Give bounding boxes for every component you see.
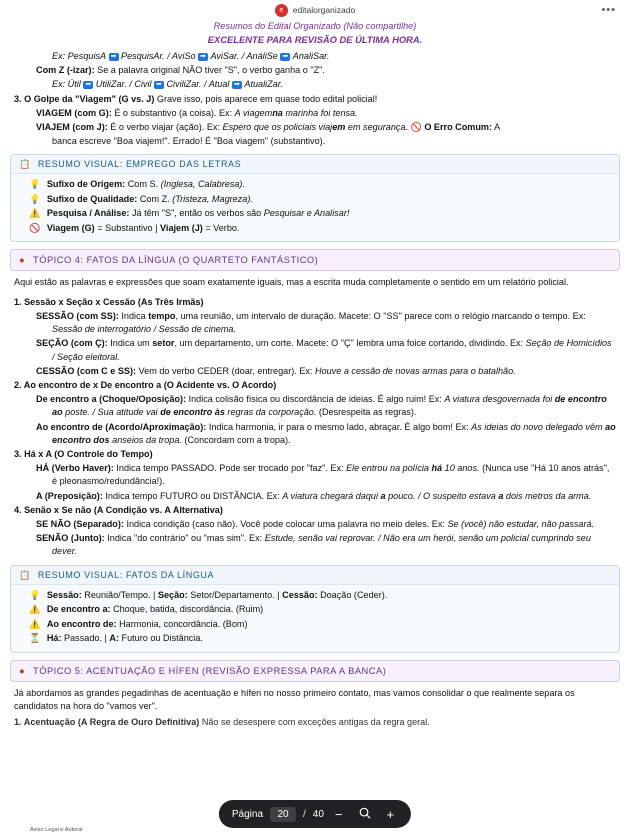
item-text: Indica "do contrário" ou "mas sim". Ex: Estude, senão vai reprovar. / Não era um herói, senão um policial cumprindo seu dever. <box>52 533 591 557</box>
no-entry-icon: 🚫 <box>29 222 41 233</box>
arrow-right-icon: ➡ <box>200 53 206 60</box>
lightbulb-icon: 💡 <box>29 193 41 204</box>
banca-line: banca escreve "Boa viajem!". Errado! É "Boa viagem" (substantivo). <box>52 136 326 147</box>
lightbulb-icon: 💡 <box>29 589 41 600</box>
viajem-j-line <box>14 121 616 134</box>
com-z-text: Se a palavra original NÃO tiver "S", o verbo ganha o "Z". <box>97 65 325 76</box>
resumo-visual-box-1 <box>10 154 620 242</box>
sec3-item-2 <box>14 490 616 503</box>
item-text: Com S. <box>127 179 159 190</box>
page-separator: / <box>303 808 306 820</box>
list-item <box>29 618 611 632</box>
resumo-2-body <box>11 585 619 652</box>
topic-5-body <box>0 714 630 729</box>
viajem-j-text: É o verbo viajar (ação). Ex: Espero que os policiais viajem em segurança. <box>110 122 409 133</box>
com-z-line <box>14 64 616 77</box>
sec5-text: Não se desespere com exceções antigas da regra geral. <box>201 716 430 727</box>
item-italic: Houve a cessão de novas armas para o batalhão. <box>315 365 516 376</box>
item-label: Há: <box>46 633 62 644</box>
page-number-input[interactable]: 20 <box>270 807 296 822</box>
author-name: editalorganizado <box>292 5 356 15</box>
sec2-item-1 <box>14 393 616 419</box>
item-text: Harmonia, concordância. (Bom) <box>119 618 248 629</box>
kebab-menu-icon[interactable]: ••• <box>601 4 616 16</box>
ex-1-d: AnaliSar. <box>292 51 330 61</box>
item-italic: (Tristeza, Magreza). <box>172 193 253 204</box>
item-label-2: Seção: <box>157 589 188 600</box>
ex-2-b: UtiliZar. / Civil <box>95 79 152 90</box>
item-3-heading <box>14 93 616 106</box>
clipboard-icon: 📋 <box>19 569 31 580</box>
topic-4-title: TÓPICO 4: FATOS DA LÍNGUA (O QUARTETO FANTÁSTICO) <box>33 255 319 266</box>
sec1-item-1 <box>14 310 616 336</box>
item-text-2: = Verbo. <box>205 222 240 233</box>
example-line-2 <box>14 78 616 91</box>
item-label: SENÃO (Junto): <box>36 533 105 544</box>
clipboard-icon: 📋 <box>19 159 31 170</box>
header-line-2: EXCELENTE PARA REVISÃO DE ÚLTIMA HORA. <box>207 34 423 45</box>
item-text: Reunião/Tempo. | <box>84 589 156 600</box>
item-label: Pesquisa / Análise: <box>46 208 130 219</box>
erro-comum-text: A <box>494 122 501 133</box>
arrow-right-icon: ➡ <box>282 53 289 60</box>
resumo-1-title <box>11 155 619 174</box>
viagem-g-line <box>14 107 616 120</box>
avatar: e <box>275 4 288 17</box>
list-item <box>29 222 611 236</box>
sec1-item-3 <box>14 365 616 378</box>
item-text-2: Setor/Departamento. | <box>190 589 280 600</box>
topic-4-intro: Aqui estão as palavras e expressões que soam exatamente iguais, mas a escrita muda completamente o sentido em um relatório policial. <box>14 277 569 288</box>
ex-label-2: Ex: <box>52 79 66 90</box>
item-text: Com Z. <box>139 193 170 204</box>
topic-banner-5 <box>10 660 620 682</box>
warning-icon: ⚠️ <box>29 604 41 615</box>
sec4-title-text: 4. Senão x Se não (A Condição vs. A Alternativa) <box>14 504 223 515</box>
item-label: SE NÃO (Separado): <box>36 519 124 530</box>
sec2-title <box>14 379 616 392</box>
item-label: Viagem (G) <box>46 222 95 233</box>
no-entry-icon: 🚫 <box>410 122 422 133</box>
viajem-j-label: VIAJEM (com J): <box>36 122 108 133</box>
example-line-1 <box>14 50 616 63</box>
lightbulb-icon: 💡 <box>29 179 41 190</box>
resumo-2-title <box>11 566 619 585</box>
arrow-right-icon: ➡ <box>156 81 162 89</box>
page-label: Página <box>231 808 264 820</box>
warning-icon: ⚠️ <box>29 208 41 219</box>
arrow-right-icon: ➡ <box>233 81 240 89</box>
pdf-viewer-toolbar[interactable] <box>219 800 411 828</box>
document-body <box>0 46 630 148</box>
zoom-out-button[interactable]: − <box>334 806 343 822</box>
item-text: Passado. | <box>64 633 107 644</box>
item-text: Indica tempo, uma reunião, um intervalo de duração. Macete: O "SS" parece com o relógio marcando o tempo. Ex: Sessão de interrogatório / Sessão de cinema. <box>52 311 586 335</box>
sec1-title <box>14 296 616 309</box>
item-label: HÁ (Verbo Haver): <box>36 463 114 474</box>
item-text: Indica harmonia, ir para o mesmo lado, abraçar. É algo bom! Ex: As ideias do novo delegado vêm ao encontro dos anseios da tropa. (Concordam com a tropa). <box>52 421 616 445</box>
topic-4-body <box>0 290 630 559</box>
ex-2-a: Útil <box>67 79 81 90</box>
item-3-text: Grave isso, pois aparece em quase todo edital policial! <box>156 93 378 104</box>
ex-1-b: PesquisAr. / AviSo <box>121 51 196 61</box>
item-text: Indica tempo PASSADO. Pode ser trocado por "faz". Ex: Ele entrou na polícia há 10 anos. (Nunca use "Há 10 anos atrás", é pleonasmo/redundância!). <box>52 463 610 487</box>
sec2-item-2 <box>14 421 616 447</box>
sec1-item-2 <box>14 337 616 363</box>
list-item <box>29 632 611 646</box>
list-item <box>29 207 611 221</box>
item-label: Sessão: <box>46 589 82 600</box>
ex-2-d: AtualiZar. <box>244 79 283 90</box>
viagem-g-label: VIAGEM (com G): <box>36 107 112 118</box>
ex-label-1: Ex: <box>52 51 66 61</box>
sec2-title-text: 2. Ao encontro de x De encontro a (O Acidente vs. O Acordo) <box>14 380 277 391</box>
item-label: SEÇÃO (com Ç): <box>36 338 108 349</box>
bullet-dot-icon: ● <box>19 665 26 676</box>
item-text-3: Doação (Ceder). <box>320 589 388 600</box>
item-label: Sufixo de Qualidade: <box>46 193 138 204</box>
resumo-1-title-text: RESUMO VISUAL: EMPREGO DAS LETRAS <box>37 159 242 170</box>
item-text: Indica condição (caso não). Você pode colocar uma palavra no meio deles. Ex: Se (você) não estudar, não passará. <box>126 519 595 530</box>
sec3-title <box>14 448 616 461</box>
item-text: Choque, batida, discordância. (Ruim) <box>113 604 264 615</box>
arrow-right-icon: ➡ <box>85 81 92 89</box>
sec4-item-1 <box>14 518 616 531</box>
item-italic: (Inglesa, Calabresa). <box>160 179 245 190</box>
bullet-dot-icon: ● <box>19 255 26 266</box>
item-label: Ao encontro de: <box>46 618 117 629</box>
resumo-2-title-text: RESUMO VISUAL: FATOS DA LÍNGUA <box>37 569 215 580</box>
ex-1-c: AviSar. / AnáliSe <box>210 51 278 61</box>
resumo-visual-box-2 <box>10 565 620 653</box>
item-label: De encontro a: <box>46 604 111 615</box>
sec3-item-1 <box>14 462 616 488</box>
list-item <box>29 193 611 207</box>
item-label: Sufixo de Origem: <box>46 179 126 190</box>
list-item <box>29 178 611 192</box>
warning-icon: ⚠️ <box>29 618 41 629</box>
item-text: Já têm "S", então os verbos são <box>131 208 262 219</box>
topic-banner-4 <box>10 249 620 271</box>
magnifier-icon[interactable] <box>354 806 376 822</box>
viagem-g-text: É o substantivo (a coisa). Ex: A viagemna marinha foi tensa. <box>114 107 358 118</box>
item-label: A (Preposição): <box>36 490 103 501</box>
item-text: = Substantivo | <box>97 222 158 233</box>
list-item <box>29 603 611 617</box>
item-label: CESSÃO (com C e SS): <box>36 365 137 376</box>
item-text: Vem do verbo CEDER (doar, entregar). Ex: <box>138 365 313 376</box>
footer-note: Aviso Legal e Autoral <box>30 827 83 833</box>
item-text: Indica colisão física ou discordância de ideias. É algo ruim! Ex: A viatura desgovernada foi de encontro ao poste. / Sua atitude vai de encontro às regras da corporação. (Desrespeita as regras). <box>52 394 607 418</box>
zoom-in-button[interactable]: + <box>386 806 395 822</box>
item-text: Indica tempo FUTURO ou DISTÂNCIA. Ex: A viatura chegará daqui a pouco. / O suspeito estava a dois metros da arma. <box>105 490 592 501</box>
erro-comum-label: O Erro Comum: <box>424 122 493 133</box>
ex-2-c: CiviliZar. / Atual <box>166 79 230 90</box>
ex-1-a: PesquisA <box>67 51 107 61</box>
sec5-title: 1. Acentuação (A Regra de Ouro Definitiva) <box>14 716 200 727</box>
topic-5-title: TÓPICO 5: ACENTUAÇÃO E HÍFEN (REVISÃO EXPRESSA PARA A BANCA) <box>33 665 387 676</box>
header-line-1: Resumos do Edital Organizado (Não compartilhe) <box>213 21 417 31</box>
item-label-2: Viajem (J) <box>160 222 203 233</box>
com-z-label: Com Z (-izar): <box>36 65 95 76</box>
item-3-title: 3. O Golpe da "Viagem" (G vs. J) <box>14 93 155 104</box>
author-chip[interactable] <box>275 4 355 17</box>
sec4-item-2 <box>14 532 616 558</box>
topic-5-intro: Já abordamos as grandes pegadinhas de acentuação e hífen no nosso primeiro contato, mas vamos consolidar o que realmente separa os candidatos na hora do "vamos ver". <box>14 687 575 712</box>
item-label: SESSÃO (com SS): <box>36 311 119 322</box>
item-italic: Pesquisar e Analisar! <box>263 208 350 219</box>
item-label: Ao encontro de (Acordo/Aproximação): <box>36 421 207 432</box>
arrow-right-icon: ➡ <box>110 53 117 60</box>
sec1-title-text: 1. Sessão x Seção x Cessão (As Três Irmãs) <box>14 296 204 307</box>
item-label-2: A: <box>109 633 119 644</box>
item-label: De encontro a (Choque/Oposição): <box>36 394 187 405</box>
total-pages: 40 <box>312 808 324 820</box>
sec5-line <box>14 716 616 729</box>
sec4-title <box>14 504 616 517</box>
document-topbar <box>0 0 630 20</box>
item-label-3: Cessão: <box>282 589 318 600</box>
resumo-1-body <box>11 174 619 241</box>
list-item <box>29 589 611 603</box>
item-text-2: Futuro ou Distância. <box>121 633 203 644</box>
hourglass-icon: ⏳ <box>29 633 41 644</box>
sec3-title-text: 3. Há x A (O Controle do Tempo) <box>14 449 153 460</box>
item-text: Indica um setor, um departamento, um corte. Macete: O "Ç" lembra uma foice cortando, dividindo. Ex: Seção de Homicídios / Seção eleitoral. <box>52 338 612 362</box>
